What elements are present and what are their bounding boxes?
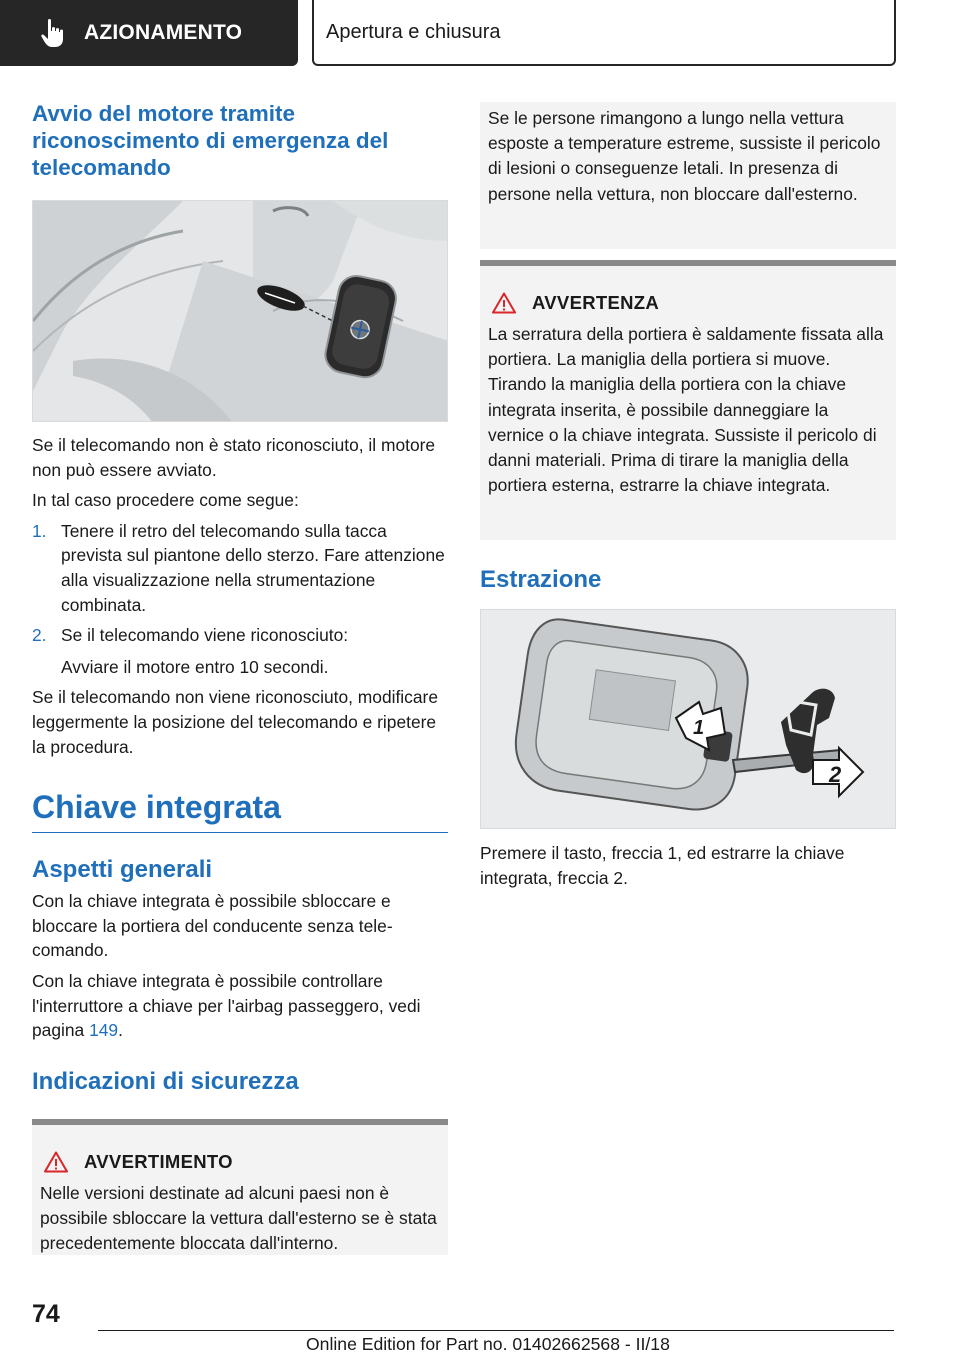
caution-title-row: [488, 292, 888, 314]
caution-box: [480, 260, 896, 540]
warning-triangle-icon: [492, 292, 516, 314]
paragraph-airbag-switch: [32, 969, 448, 1043]
step-number: 2.: [32, 625, 47, 646]
section-title-box: [312, 0, 896, 66]
step-item: [32, 519, 448, 617]
chapter-tab[interactable]: [0, 0, 298, 66]
hand-pointer-icon: [40, 18, 66, 48]
extraction-heading: Estrazione: [480, 566, 602, 593]
key-extraction-illustration: [481, 610, 895, 829]
step-text: Tenere il retro del telecomando sulla tacca prevista sul piantone dello sterzo. Fare attenzione alla visualizzazione nella strumentazione combinata.: [61, 520, 445, 615]
paragraph-not-recognized-retry: Se il telecomando non viene riconosciuto, modificare leggermente la posizione del telecomando e ripetere la procedura.: [32, 687, 439, 757]
warning-title: AVVERTIMENTO: [84, 1150, 233, 1172]
steering-column-figure: [32, 200, 448, 422]
paragraph-integrated-key-unlock: Con la chiave integrata è possibile sbloccare e bloccare la portiera del conducente senza telecomando.: [32, 891, 393, 961]
page-header: [0, 0, 960, 66]
warning-triangle-icon: [44, 1151, 68, 1173]
section-title: Apertura e chiusura: [326, 20, 501, 43]
emergency-start-heading: Avvio del motore tramite riconoscimento di emergenza del telecomando: [32, 101, 389, 180]
chapter-heading: Chiave integrata: [32, 788, 448, 833]
step-text: Se il telecomando viene riconosciuto:: [61, 625, 349, 646]
steering-column-illustration: [33, 201, 448, 422]
key-extraction-figure: [480, 609, 896, 829]
procedure-steps: [32, 519, 448, 648]
step-number: 1.: [32, 520, 47, 541]
warning-text: Nelle versioni destinate ad alcuni paesi non è possibile sbloccare la vettura dall'esterno se è stata precedentemente bloccata dall'interno.: [40, 1182, 437, 1254]
right-column: [480, 102, 896, 890]
general-heading: Aspetti generali: [32, 856, 213, 884]
left-column: [32, 100, 448, 1255]
arrow-label-1: 1: [693, 717, 705, 739]
caution-text: La serratura della portiera è saldamente fissata alla portiera. La maniglia della portiera si muove. Tirando la maniglia della portiera con la chiave integrata inserita, è possibile danneggiare la vernice o la chiave integrata. Sussiste il pericolo di danni materiali. Prima di tirare la maniglia della portiera esterna, estrarre la chiave integrata.: [488, 324, 884, 496]
safety-heading: Indicazioni di sicurezza: [32, 1067, 299, 1095]
warning-title-row: [40, 1151, 440, 1173]
paragraph-procedure-intro: In tal caso procedere come segue:: [32, 490, 299, 511]
caution-title: AVVERTENZA: [532, 292, 660, 313]
footer-rule: [98, 1330, 894, 1331]
paragraph-not-recognized: Se il telecomando non è stato riconosciuto, il motore non può essere avviato.: [32, 435, 436, 480]
airbag-text: Con la chiave integrata è possibile controllare l'interruttore a chiave per l'airbag passeggero, vedi pagina: [32, 970, 421, 1041]
footer-edition: Online Edition for Part no. 01402662568 - II/18: [306, 1334, 670, 1354]
warning-box: [32, 1119, 448, 1255]
airbag-text-end: .: [118, 1020, 123, 1041]
warning-box-continued: [480, 102, 896, 249]
page-number: 74: [32, 1300, 60, 1328]
chapter-tab-label: AZIONAMENTO: [84, 21, 243, 44]
extraction-text: Premere il tasto, freccia 1, ed estrarre la chiave integrata, freccia 2.: [480, 843, 845, 888]
warning-continued-text: Se le persone rimangono a lungo nella vettura esposte a temperature estreme, sussiste il pericolo di lesioni o conseguenze letali. In presenza di persone nella vettura, non bloccare dall'esterno.: [488, 108, 881, 204]
step-item: [32, 623, 448, 648]
page-reference-link[interactable]: 149: [89, 1020, 119, 1041]
step-2-subtext: Avviare il motore entro 10 secondi.: [61, 656, 329, 677]
arrow-label-2: 2: [829, 762, 842, 787]
